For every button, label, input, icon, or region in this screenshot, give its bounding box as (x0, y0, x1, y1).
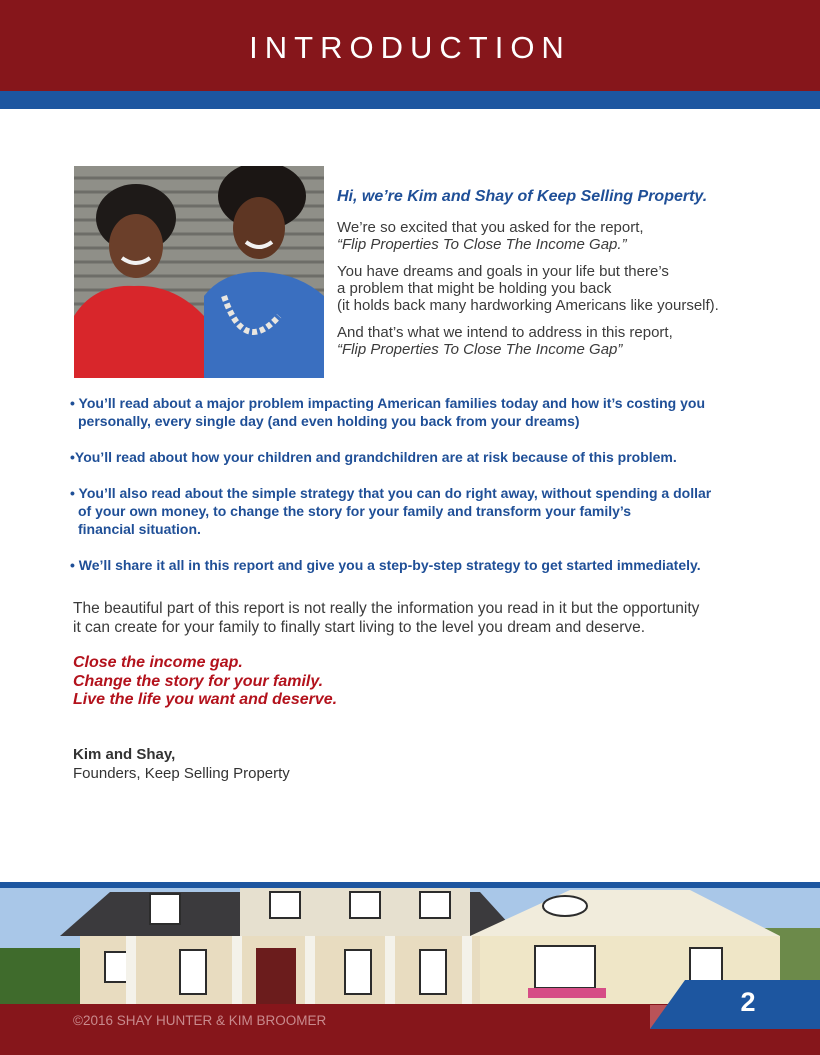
founders-photo (74, 166, 324, 378)
copyright-text: ©2016 SHAY HUNTER & KIM BROOMER (73, 1013, 327, 1028)
intro-p3-line1: And that’s what we intend to address in this report, (337, 324, 673, 341)
founders-photo-illustration (74, 166, 324, 378)
report-title-quote-2: “Flip Properties To Close The Income Gap” (337, 341, 623, 358)
intro-paragraph-3 (337, 324, 797, 358)
intro-paragraph-2 (337, 263, 797, 314)
bullet-3-line3: financial situation. (78, 521, 201, 537)
bullet-list (70, 394, 770, 592)
signature-role: Founders, Keep Selling Property (73, 765, 290, 782)
bullet-3-line2: of your own money, to change the story for your family and transform your family’s (78, 503, 632, 519)
intro-paragraph-1 (337, 219, 797, 253)
list-item (70, 484, 770, 538)
greeting-heading: Hi, we’re Kim and Shay of Keep Selling Property. (337, 188, 708, 205)
intro-section (337, 188, 797, 368)
slogan-line1: Close the income gap. (73, 654, 243, 671)
header-blue-stripe (0, 91, 820, 109)
bullet-3-line1: • You’ll also read about the simple strategy that you can do right away, without spending a dollar (70, 485, 712, 501)
bullet-4-line1: • We’ll share it all in this report and give you a step-by-step strategy to get started immediately. (70, 557, 701, 573)
signature-name: Kim and Shay, (73, 746, 176, 763)
body-line1: The beautiful part of this report is not really the information you read in it but the opportunity (73, 600, 700, 617)
page-title: INTRODUCTION (249, 30, 571, 65)
intro-p2-line3: (it holds back many hardworking Americans like yourself). (337, 297, 719, 314)
list-item (70, 556, 770, 574)
page-number: 2 (740, 987, 756, 1017)
slogan-line3: Live the life you want and deserve. (73, 691, 338, 708)
list-item (70, 394, 770, 430)
list-item (70, 448, 770, 466)
bullet-1-line2: personally, every single day (and even holding you back from your dreams) (78, 413, 580, 429)
bullet-2-line1: •You’ll read about how your children and grandchildren are at risk because of this problem. (70, 449, 677, 465)
body-paragraph (73, 599, 773, 637)
slogan-line2: Change the story for your family. (73, 672, 324, 690)
body-line2: it can create for your family to finally start living to the level you dream and deserve. (73, 619, 646, 636)
bullet-1-line1: • You’ll read about a major problem impacting American families today and how it’s costing you (70, 395, 706, 411)
intro-p2-line1: You have dreams and goals in your life but there’s (337, 263, 669, 280)
intro-p1-line1: We’re so excited that you asked for the report, (337, 219, 644, 236)
report-title-quote: “Flip Properties To Close The Income Gap.” (337, 236, 627, 253)
slogan-block (73, 654, 337, 710)
intro-p2-line2: a problem that might be holding you back (337, 280, 612, 297)
signature (73, 745, 290, 783)
